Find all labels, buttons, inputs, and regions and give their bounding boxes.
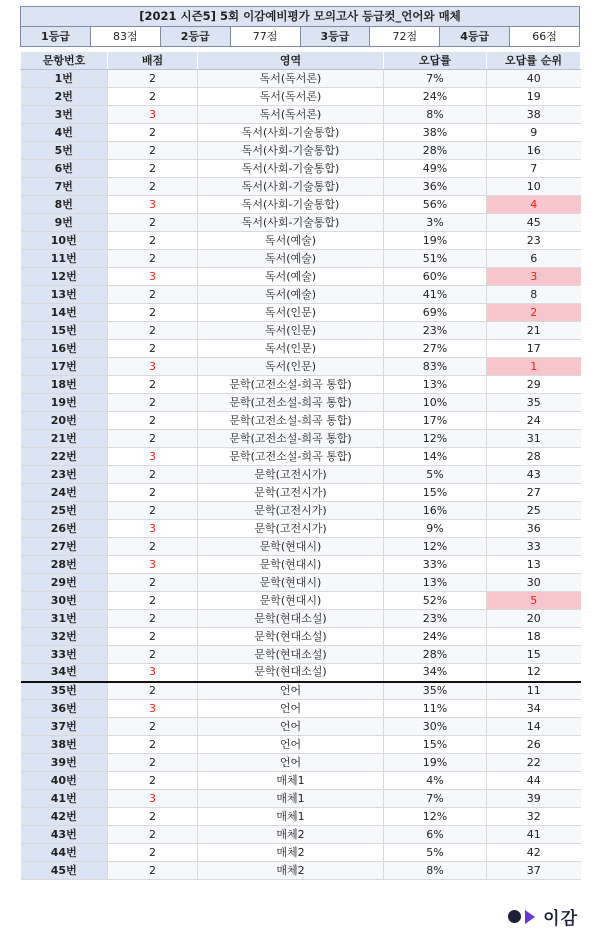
- area-cell: 매체2: [198, 844, 384, 862]
- grade-score-1: 83점: [91, 27, 161, 46]
- points-cell: 2: [108, 682, 198, 700]
- table-row: [21, 394, 581, 412]
- area-cell: 독서(예술): [198, 232, 384, 250]
- area-cell: 독서(인문): [198, 322, 384, 340]
- wrong-rate-rank-cell: 13: [487, 556, 581, 574]
- wrong-rate-cell: 83%: [384, 358, 487, 376]
- header-points: 배점: [108, 52, 198, 70]
- table-row: [21, 88, 581, 106]
- wrong-rate-cell: 60%: [384, 268, 487, 286]
- question-number-cell: 35번: [21, 682, 108, 700]
- area-cell: 매체2: [198, 862, 384, 880]
- score-sheet: [20, 6, 580, 880]
- wrong-rate-cell: 15%: [384, 736, 487, 754]
- area-cell: 문학(고전소설-희곡 통합): [198, 376, 384, 394]
- grade-label-1: 1등급: [21, 27, 91, 46]
- wrong-rate-rank-cell: 26: [487, 736, 581, 754]
- area-cell: 문학(현대소설): [198, 646, 384, 664]
- area-cell: 문학(고전시가): [198, 466, 384, 484]
- wrong-rate-rank-cell: 39: [487, 790, 581, 808]
- points-cell: 3: [108, 106, 198, 124]
- wrong-rate-rank-cell: 43: [487, 466, 581, 484]
- points-cell: 3: [108, 268, 198, 286]
- question-number-cell: 8번: [21, 196, 108, 214]
- logo-text: 이감: [543, 909, 578, 929]
- area-cell: 독서(사회-기술통합): [198, 214, 384, 232]
- question-number-cell: 27번: [21, 538, 108, 556]
- wrong-rate-rank-cell: 37: [487, 862, 581, 880]
- question-number-cell: 1번: [21, 70, 108, 88]
- wrong-rate-rank-cell: 5: [487, 592, 581, 610]
- wrong-rate-rank-cell: 25: [487, 502, 581, 520]
- table-row: [21, 754, 581, 772]
- area-cell: 독서(사회-기술통합): [198, 196, 384, 214]
- wrong-rate-rank-cell: 28: [487, 448, 581, 466]
- question-number-cell: 33번: [21, 646, 108, 664]
- points-cell: 2: [108, 466, 198, 484]
- wrong-rate-cell: 6%: [384, 826, 487, 844]
- wrong-rate-cell: 28%: [384, 142, 487, 160]
- points-cell: 2: [108, 844, 198, 862]
- area-cell: 문학(고전시가): [198, 484, 384, 502]
- points-cell: 2: [108, 250, 198, 268]
- table-row: [21, 574, 581, 592]
- wrong-rate-cell: 38%: [384, 124, 487, 142]
- area-cell: 매체1: [198, 790, 384, 808]
- points-cell: 2: [108, 160, 198, 178]
- points-cell: 2: [108, 862, 198, 880]
- table-row: [21, 790, 581, 808]
- question-number-cell: 44번: [21, 844, 108, 862]
- wrong-rate-cell: 12%: [384, 538, 487, 556]
- table-row: [21, 412, 581, 430]
- table-row: [21, 70, 581, 88]
- header-wrong-rate: 오답률: [384, 52, 487, 70]
- points-cell: 3: [108, 520, 198, 538]
- points-cell: 2: [108, 304, 198, 322]
- question-number-cell: 4번: [21, 124, 108, 142]
- area-cell: 독서(인문): [198, 340, 384, 358]
- area-cell: 독서(사회-기술통합): [198, 160, 384, 178]
- area-cell: 문학(현대소설): [198, 610, 384, 628]
- table-row: [21, 196, 581, 214]
- points-cell: 2: [108, 736, 198, 754]
- question-stats-table: [20, 51, 581, 880]
- points-cell: 2: [108, 826, 198, 844]
- points-cell: 2: [108, 772, 198, 790]
- table-row: [21, 232, 581, 250]
- question-number-cell: 39번: [21, 754, 108, 772]
- area-cell: 문학(고전소설-희곡 통합): [198, 448, 384, 466]
- points-cell: 2: [108, 124, 198, 142]
- points-cell: 3: [108, 196, 198, 214]
- question-number-cell: 28번: [21, 556, 108, 574]
- question-number-cell: 18번: [21, 376, 108, 394]
- logo-triangle-icon: [525, 910, 535, 924]
- wrong-rate-rank-cell: 44: [487, 772, 581, 790]
- question-number-cell: 2번: [21, 88, 108, 106]
- wrong-rate-cell: 10%: [384, 394, 487, 412]
- area-cell: 문학(현대시): [198, 538, 384, 556]
- wrong-rate-cell: 27%: [384, 340, 487, 358]
- area-cell: 매체1: [198, 772, 384, 790]
- points-cell: 2: [108, 718, 198, 736]
- points-cell: 2: [108, 214, 198, 232]
- table-row: [21, 556, 581, 574]
- table-row: [21, 592, 581, 610]
- wrong-rate-cell: 30%: [384, 718, 487, 736]
- points-cell: 2: [108, 232, 198, 250]
- wrong-rate-rank-cell: 38: [487, 106, 581, 124]
- wrong-rate-rank-cell: 33: [487, 538, 581, 556]
- wrong-rate-rank-cell: 34: [487, 700, 581, 718]
- question-number-cell: 20번: [21, 412, 108, 430]
- wrong-rate-rank-cell: 23: [487, 232, 581, 250]
- wrong-rate-cell: 8%: [384, 106, 487, 124]
- question-number-cell: 9번: [21, 214, 108, 232]
- area-cell: 독서(사회-기술통합): [198, 142, 384, 160]
- wrong-rate-cell: 11%: [384, 700, 487, 718]
- table-row: [21, 448, 581, 466]
- table-row: [21, 628, 581, 646]
- table-row: [21, 862, 581, 880]
- points-cell: 2: [108, 286, 198, 304]
- question-number-cell: 21번: [21, 430, 108, 448]
- points-cell: 2: [108, 538, 198, 556]
- table-row: [21, 214, 581, 232]
- wrong-rate-cell: 52%: [384, 592, 487, 610]
- wrong-rate-rank-cell: 45: [487, 214, 581, 232]
- points-cell: 2: [108, 610, 198, 628]
- table-row: [21, 484, 581, 502]
- question-number-cell: 11번: [21, 250, 108, 268]
- wrong-rate-rank-cell: 30: [487, 574, 581, 592]
- question-number-cell: 14번: [21, 304, 108, 322]
- question-number-cell: 42번: [21, 808, 108, 826]
- area-cell: 매체2: [198, 826, 384, 844]
- wrong-rate-cell: 35%: [384, 682, 487, 700]
- grade-label-3: 3등급: [301, 27, 371, 46]
- table-row: [21, 466, 581, 484]
- wrong-rate-cell: 12%: [384, 808, 487, 826]
- wrong-rate-rank-cell: 14: [487, 718, 581, 736]
- area-cell: 문학(고전소설-희곡 통합): [198, 430, 384, 448]
- area-cell: 독서(예술): [198, 250, 384, 268]
- area-cell: 문학(고전시가): [198, 520, 384, 538]
- area-cell: 독서(예술): [198, 268, 384, 286]
- wrong-rate-cell: 13%: [384, 376, 487, 394]
- area-cell: 독서(독서론): [198, 88, 384, 106]
- table-row: [21, 682, 581, 700]
- question-number-cell: 13번: [21, 286, 108, 304]
- wrong-rate-rank-cell: 4: [487, 196, 581, 214]
- question-number-cell: 23번: [21, 466, 108, 484]
- table-row: [21, 376, 581, 394]
- wrong-rate-rank-cell: 22: [487, 754, 581, 772]
- question-number-cell: 10번: [21, 232, 108, 250]
- table-row: [21, 106, 581, 124]
- points-cell: 2: [108, 88, 198, 106]
- wrong-rate-cell: 13%: [384, 574, 487, 592]
- table-row: [21, 322, 581, 340]
- question-number-cell: 16번: [21, 340, 108, 358]
- wrong-rate-rank-cell: 16: [487, 142, 581, 160]
- wrong-rate-cell: 7%: [384, 70, 487, 88]
- question-number-cell: 41번: [21, 790, 108, 808]
- area-cell: 문학(고전소설-희곡 통합): [198, 412, 384, 430]
- wrong-rate-cell: 3%: [384, 214, 487, 232]
- area-cell: 문학(현대시): [198, 592, 384, 610]
- area-cell: 문학(현대시): [198, 556, 384, 574]
- wrong-rate-rank-cell: 10: [487, 178, 581, 196]
- wrong-rate-cell: 8%: [384, 862, 487, 880]
- wrong-rate-cell: 14%: [384, 448, 487, 466]
- points-cell: 2: [108, 142, 198, 160]
- wrong-rate-rank-cell: 32: [487, 808, 581, 826]
- points-cell: 2: [108, 412, 198, 430]
- question-number-cell: 15번: [21, 322, 108, 340]
- question-number-cell: 6번: [21, 160, 108, 178]
- brand-logo: [508, 904, 578, 929]
- wrong-rate-rank-cell: 6: [487, 250, 581, 268]
- points-cell: 3: [108, 700, 198, 718]
- wrong-rate-cell: 28%: [384, 646, 487, 664]
- question-number-cell: 17번: [21, 358, 108, 376]
- wrong-rate-cell: 5%: [384, 466, 487, 484]
- grade-score-4: 66점: [510, 27, 580, 46]
- grade-score-3: 72점: [370, 27, 440, 46]
- wrong-rate-cell: 19%: [384, 754, 487, 772]
- table-row: [21, 142, 581, 160]
- wrong-rate-cell: 23%: [384, 322, 487, 340]
- points-cell: 3: [108, 448, 198, 466]
- wrong-rate-cell: 4%: [384, 772, 487, 790]
- area-cell: 문학(현대시): [198, 574, 384, 592]
- wrong-rate-rank-cell: 18: [487, 628, 581, 646]
- question-number-cell: 3번: [21, 106, 108, 124]
- question-number-cell: 7번: [21, 178, 108, 196]
- points-cell: 3: [108, 664, 198, 682]
- question-number-cell: 19번: [21, 394, 108, 412]
- table-row: [21, 538, 581, 556]
- points-cell: 2: [108, 754, 198, 772]
- wrong-rate-cell: 15%: [384, 484, 487, 502]
- points-cell: 2: [108, 592, 198, 610]
- wrong-rate-cell: 56%: [384, 196, 487, 214]
- table-row: [21, 718, 581, 736]
- wrong-rate-cell: 16%: [384, 502, 487, 520]
- wrong-rate-rank-cell: 27: [487, 484, 581, 502]
- wrong-rate-rank-cell: 3: [487, 268, 581, 286]
- grade-cut-row: [20, 27, 580, 47]
- table-row: [21, 430, 581, 448]
- question-number-cell: 43번: [21, 826, 108, 844]
- points-cell: 2: [108, 646, 198, 664]
- area-cell: 언어: [198, 682, 384, 700]
- question-number-cell: 26번: [21, 520, 108, 538]
- question-number-cell: 5번: [21, 142, 108, 160]
- question-number-cell: 32번: [21, 628, 108, 646]
- question-number-cell: 37번: [21, 718, 108, 736]
- points-cell: 3: [108, 358, 198, 376]
- wrong-rate-cell: 5%: [384, 844, 487, 862]
- table-row: [21, 808, 581, 826]
- wrong-rate-rank-cell: 19: [487, 88, 581, 106]
- table-row: [21, 502, 581, 520]
- points-cell: 3: [108, 556, 198, 574]
- wrong-rate-cell: 17%: [384, 412, 487, 430]
- points-cell: 3: [108, 790, 198, 808]
- table-row: [21, 772, 581, 790]
- table-row: [21, 124, 581, 142]
- area-cell: 독서(예술): [198, 286, 384, 304]
- table-header-row: [21, 52, 581, 70]
- wrong-rate-cell: 23%: [384, 610, 487, 628]
- question-number-cell: 34번: [21, 664, 108, 682]
- area-cell: 문학(현대소설): [198, 628, 384, 646]
- table-row: [21, 286, 581, 304]
- wrong-rate-cell: 69%: [384, 304, 487, 322]
- area-cell: 독서(사회-기술통합): [198, 124, 384, 142]
- wrong-rate-rank-cell: 7: [487, 160, 581, 178]
- question-number-cell: 24번: [21, 484, 108, 502]
- question-number-cell: 31번: [21, 610, 108, 628]
- area-cell: 매체1: [198, 808, 384, 826]
- area-cell: 독서(인문): [198, 358, 384, 376]
- wrong-rate-rank-cell: 29: [487, 376, 581, 394]
- question-number-cell: 29번: [21, 574, 108, 592]
- table-row: [21, 268, 581, 286]
- wrong-rate-rank-cell: 42: [487, 844, 581, 862]
- question-number-cell: 22번: [21, 448, 108, 466]
- wrong-rate-cell: 34%: [384, 664, 487, 682]
- wrong-rate-rank-cell: 36: [487, 520, 581, 538]
- wrong-rate-rank-cell: 17: [487, 340, 581, 358]
- table-row: [21, 646, 581, 664]
- table-row: [21, 304, 581, 322]
- wrong-rate-rank-cell: 20: [487, 610, 581, 628]
- grade-label-2: 2등급: [161, 27, 231, 46]
- question-number-cell: 38번: [21, 736, 108, 754]
- wrong-rate-cell: 51%: [384, 250, 487, 268]
- question-number-cell: 45번: [21, 862, 108, 880]
- wrong-rate-cell: 19%: [384, 232, 487, 250]
- area-cell: 언어: [198, 754, 384, 772]
- points-cell: 2: [108, 502, 198, 520]
- points-cell: 2: [108, 574, 198, 592]
- wrong-rate-cell: 33%: [384, 556, 487, 574]
- sheet-title: [2021 시즌5] 5회 이감예비평가 모의고사 등급컷_언어와 매체: [20, 6, 580, 27]
- question-number-cell: 25번: [21, 502, 108, 520]
- points-cell: 2: [108, 340, 198, 358]
- question-number-cell: 36번: [21, 700, 108, 718]
- wrong-rate-rank-cell: 9: [487, 124, 581, 142]
- wrong-rate-rank-cell: 31: [487, 430, 581, 448]
- wrong-rate-rank-cell: 40: [487, 70, 581, 88]
- wrong-rate-cell: 9%: [384, 520, 487, 538]
- table-row: [21, 736, 581, 754]
- table-row: [21, 826, 581, 844]
- table-row: [21, 178, 581, 196]
- table-body: [21, 70, 581, 880]
- table-row: [21, 610, 581, 628]
- wrong-rate-rank-cell: 11: [487, 682, 581, 700]
- points-cell: 2: [108, 628, 198, 646]
- points-cell: 2: [108, 808, 198, 826]
- area-cell: 독서(사회-기술통합): [198, 178, 384, 196]
- wrong-rate-rank-cell: 12: [487, 664, 581, 682]
- wrong-rate-cell: 41%: [384, 286, 487, 304]
- table-row: [21, 340, 581, 358]
- wrong-rate-rank-cell: 21: [487, 322, 581, 340]
- table-row: [21, 250, 581, 268]
- table-row: [21, 520, 581, 538]
- points-cell: 2: [108, 70, 198, 88]
- area-cell: 언어: [198, 718, 384, 736]
- area-cell: 문학(고전시가): [198, 502, 384, 520]
- wrong-rate-rank-cell: 2: [487, 304, 581, 322]
- table-row: [21, 358, 581, 376]
- wrong-rate-cell: 24%: [384, 628, 487, 646]
- question-number-cell: 30번: [21, 592, 108, 610]
- wrong-rate-rank-cell: 15: [487, 646, 581, 664]
- wrong-rate-rank-cell: 35: [487, 394, 581, 412]
- area-cell: 문학(현대소설): [198, 664, 384, 682]
- table-row: [21, 700, 581, 718]
- area-cell: 독서(독서론): [198, 106, 384, 124]
- wrong-rate-rank-cell: 1: [487, 358, 581, 376]
- question-number-cell: 12번: [21, 268, 108, 286]
- area-cell: 언어: [198, 736, 384, 754]
- wrong-rate-rank-cell: 41: [487, 826, 581, 844]
- wrong-rate-cell: 12%: [384, 430, 487, 448]
- wrong-rate-rank-cell: 24: [487, 412, 581, 430]
- area-cell: 독서(인문): [198, 304, 384, 322]
- wrong-rate-cell: 49%: [384, 160, 487, 178]
- wrong-rate-rank-cell: 8: [487, 286, 581, 304]
- table-row: [21, 664, 581, 682]
- wrong-rate-cell: 24%: [384, 88, 487, 106]
- area-cell: 문학(고전소설-희곡 통합): [198, 394, 384, 412]
- points-cell: 2: [108, 430, 198, 448]
- grade-score-2: 77점: [231, 27, 301, 46]
- table-row: [21, 160, 581, 178]
- points-cell: 2: [108, 484, 198, 502]
- points-cell: 2: [108, 178, 198, 196]
- points-cell: 2: [108, 376, 198, 394]
- area-cell: 언어: [198, 700, 384, 718]
- points-cell: 2: [108, 322, 198, 340]
- table-row: [21, 844, 581, 862]
- header-wrong-rate-rank: 오답률 순위: [487, 52, 581, 70]
- wrong-rate-cell: 36%: [384, 178, 487, 196]
- header-area: 영역: [198, 52, 384, 70]
- question-number-cell: 40번: [21, 772, 108, 790]
- points-cell: 2: [108, 394, 198, 412]
- header-question-number: 문항번호: [21, 52, 108, 70]
- logo-dot-icon: [508, 910, 521, 923]
- area-cell: 독서(독서론): [198, 70, 384, 88]
- wrong-rate-cell: 7%: [384, 790, 487, 808]
- grade-label-4: 4등급: [440, 27, 510, 46]
